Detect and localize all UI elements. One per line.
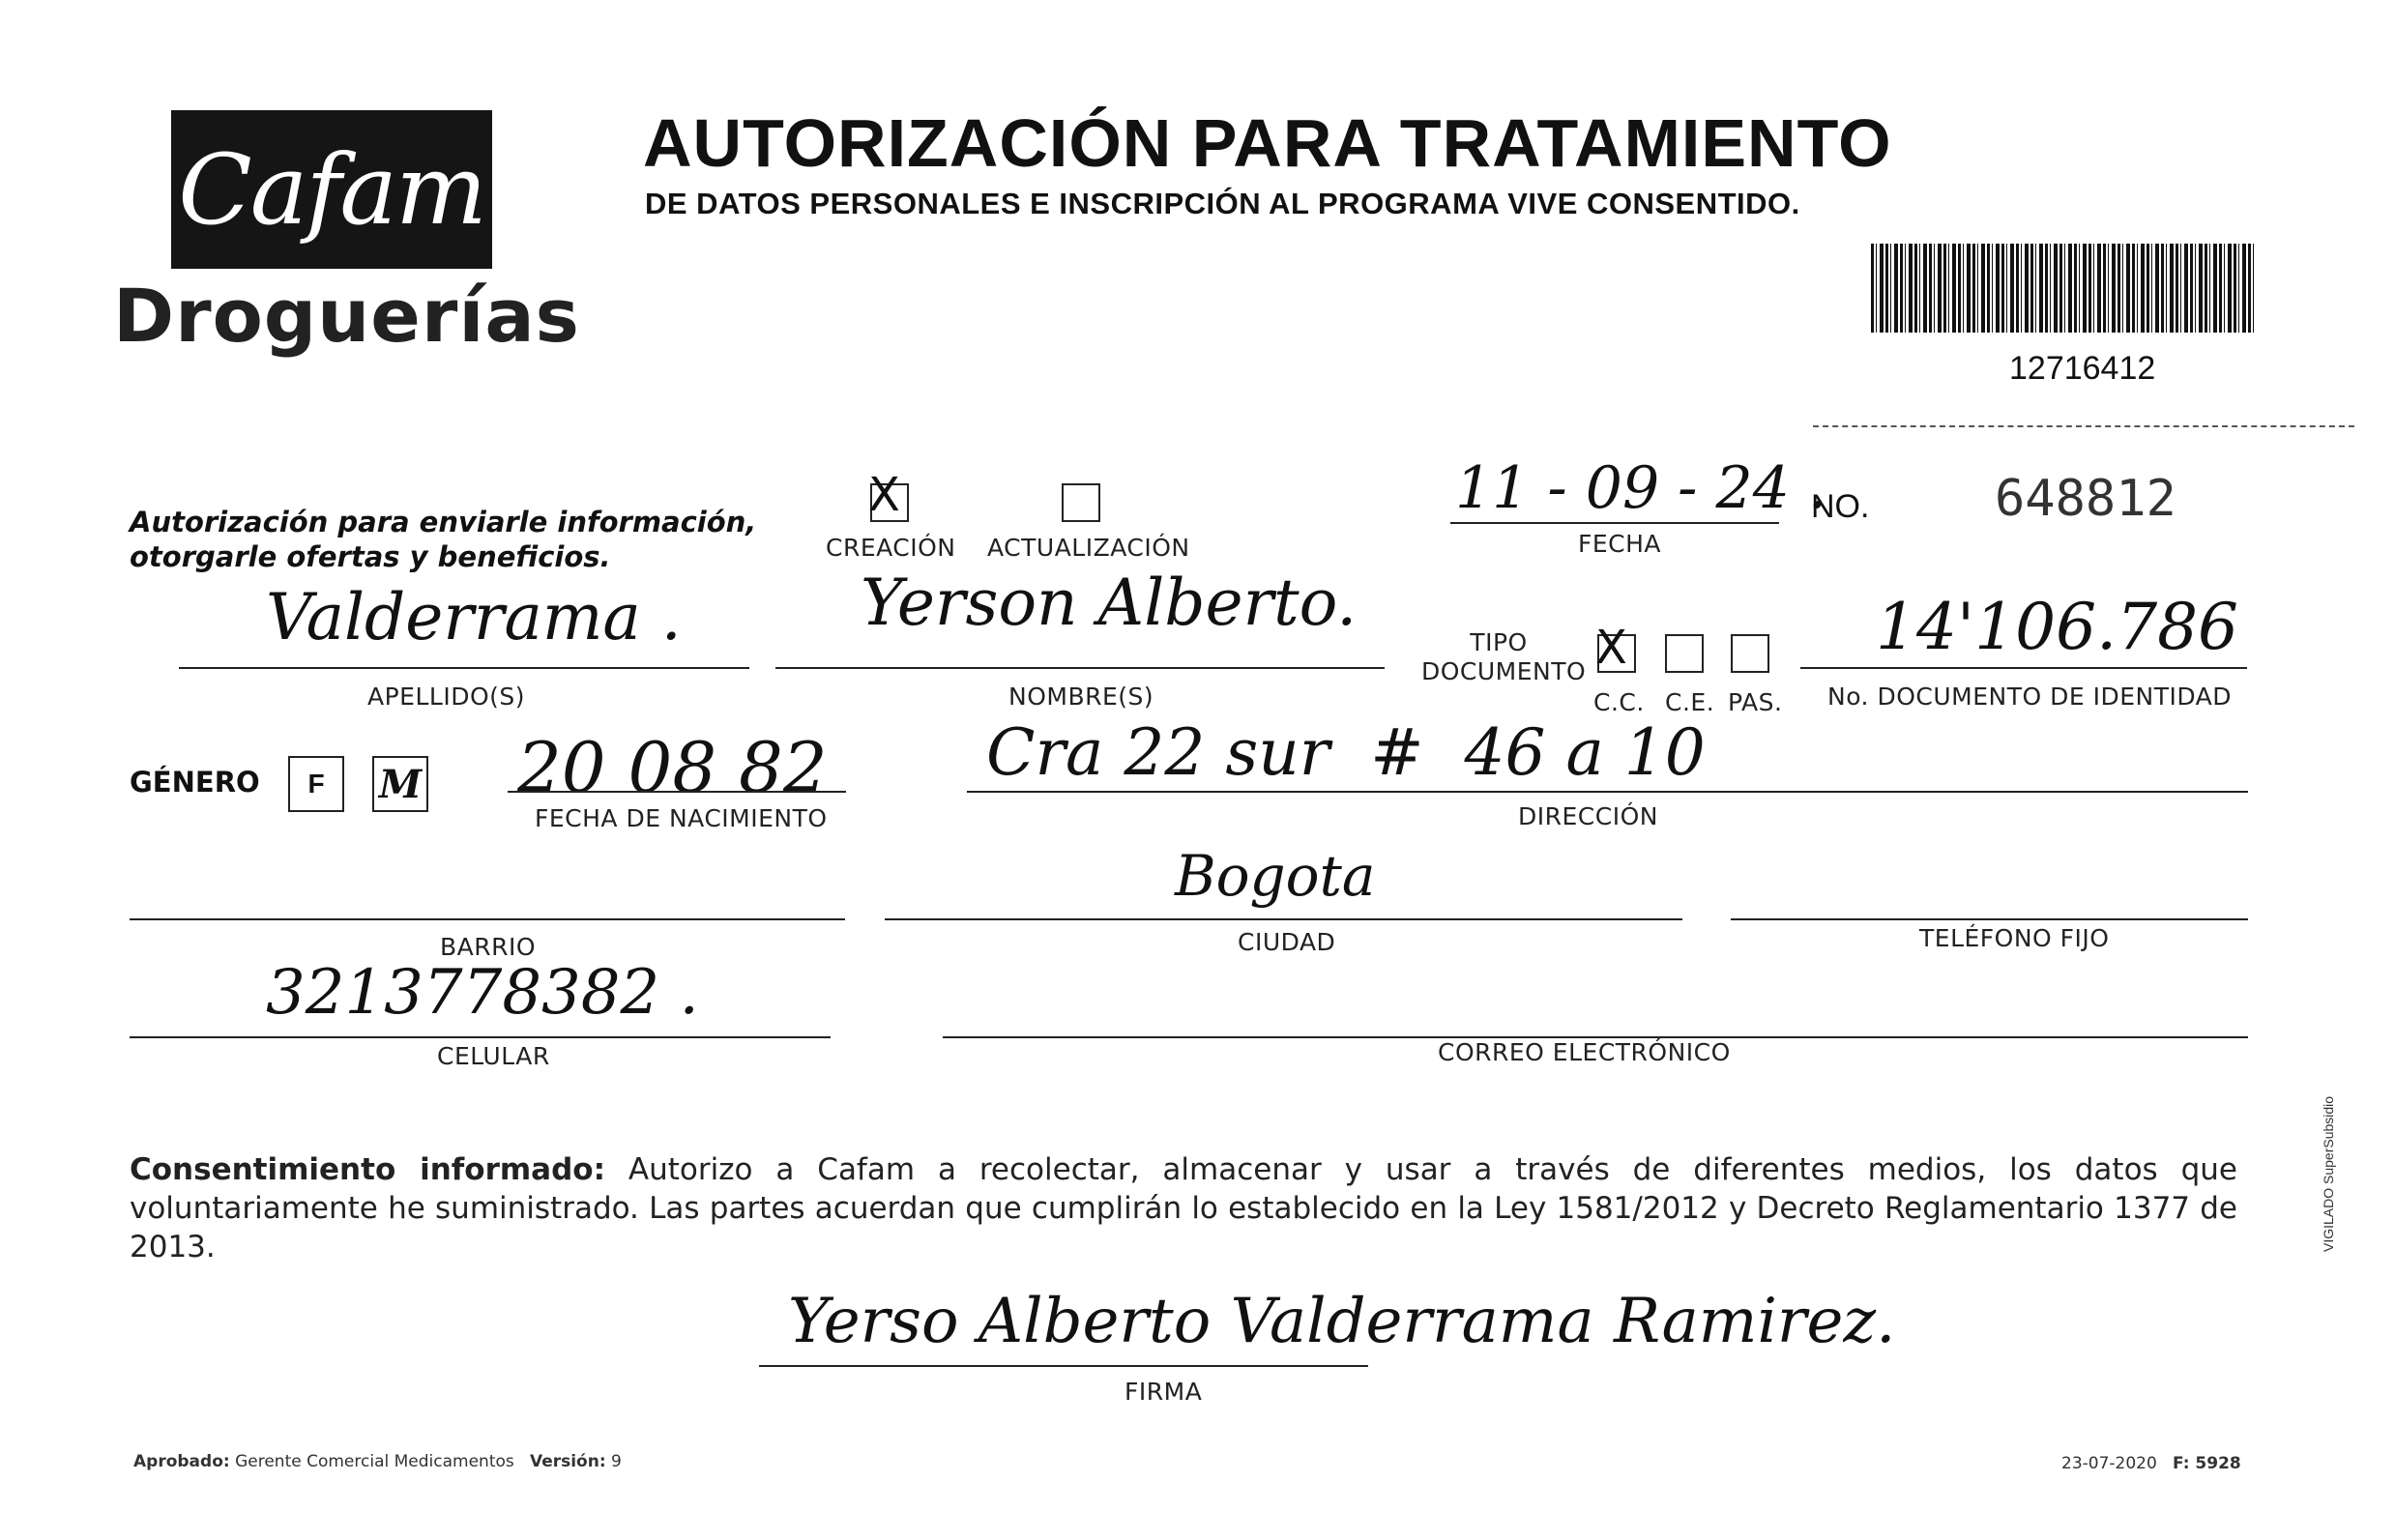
celular-label: CELULAR <box>437 1042 550 1070</box>
cc-checkbox[interactable] <box>1595 621 1636 675</box>
fecha-line <box>1450 522 1779 524</box>
barcode-number: 12716412 <box>2009 350 2156 387</box>
version-label: Versión: <box>529 1452 606 1471</box>
ce-checkbox[interactable] <box>1665 634 1704 673</box>
nacimiento-value: 20 08 82 <box>517 727 828 808</box>
ce-label: C.E. <box>1665 688 1715 716</box>
cc-label: C.C. <box>1593 688 1645 716</box>
telefono-line <box>1731 918 2248 920</box>
fecha-label: FECHA <box>1578 530 1662 558</box>
document-title: AUTORIZACIÓN PARA TRATAMIENTO <box>643 105 1892 181</box>
nombres-value: Yerson Alberto. <box>861 566 1358 640</box>
documento-line <box>1800 667 2247 669</box>
apellidos-label: APELLIDO(S) <box>367 683 526 711</box>
creacion-label: CREACIÓN <box>826 534 956 562</box>
document-subtitle: DE DATOS PERSONALES E INSCRIPCIÓN AL PROGRAMA VIVE CONSENTIDO. <box>645 187 1800 220</box>
ciudad-value: Bogota <box>1175 843 1376 909</box>
brand-name: Droguerías <box>113 273 580 359</box>
celular-value: 3213778382 . <box>266 957 699 1029</box>
actualizacion-label: ACTUALIZACIÓN <box>987 534 1190 562</box>
nacimiento-line <box>508 791 846 793</box>
footer-left <box>133 1452 622 1471</box>
apellidos-value: Valderrama . <box>266 580 682 654</box>
documento-label: No. DOCUMENTO DE IDENTIDAD <box>1827 683 2233 711</box>
fecha-value: 11 - 09 - 24 . <box>1455 454 1827 522</box>
tipo-documento-label: TIPO DOCUMENTO <box>1421 628 1587 685</box>
genero-f-text: F <box>307 769 325 799</box>
footer-date: 23-07-2020 <box>2061 1454 2157 1473</box>
logo-text: Cafam <box>178 132 485 247</box>
correo-label: CORREO ELECTRÓNICO <box>1438 1038 1731 1066</box>
pas-label: PAS. <box>1728 688 1783 716</box>
signature-line <box>759 1365 1368 1367</box>
signature-value: Yerso Alberto Valderrama Ramirez. <box>788 1286 1896 1357</box>
direccion-value: Cra 22 sur # 46 a 10 <box>986 715 1706 790</box>
aprobado-value: Gerente Comercial Medicamentos <box>235 1452 514 1471</box>
barrio-label: BARRIO <box>440 933 537 961</box>
genero-f-box[interactable] <box>288 756 344 812</box>
nombres-line <box>775 667 1385 669</box>
genero-label: GÉNERO <box>130 766 260 799</box>
telefono-label: TELÉFONO FIJO <box>1919 924 2110 952</box>
form-code: F: 5928 <box>2173 1454 2241 1473</box>
no-label: NO. <box>1811 488 1870 525</box>
nacimiento-label: FECHA DE NACIMIENTO <box>535 804 828 832</box>
barcode <box>1871 244 2255 333</box>
celular-line <box>130 1036 831 1038</box>
actualizacion-checkbox[interactable] <box>1062 483 1100 522</box>
consent-text: Autorizo a Cafam a recolectar, almacenar y usar a través de diferentes medios, los datos que voluntariamente he suministrado. Las partes acuerdan que cumplirán lo establecido en la Ley 1581/2012 y Decreto Reglamentario 1377 de 2013. <box>130 1152 2237 1264</box>
footer-right <box>2061 1454 2241 1473</box>
signature-label: FIRMA <box>1124 1378 1203 1406</box>
consent-heading: Consentimiento informado: <box>130 1152 605 1187</box>
creacion-checkbox[interactable] <box>868 468 909 522</box>
genero-m-mark: M <box>378 761 423 807</box>
vigilado-note: VIGILADO SuperSubsidio <box>2321 1095 2336 1252</box>
aprobado-label: Aprobado: <box>133 1452 230 1471</box>
barrio-line <box>130 918 845 920</box>
consent-paragraph <box>130 1150 2237 1266</box>
cut-line <box>1813 425 2354 427</box>
creacion-mark: X <box>868 468 900 522</box>
genero-m-box[interactable] <box>372 756 428 812</box>
cc-mark: X <box>1595 621 1627 675</box>
cafam-logo <box>171 110 492 269</box>
pas-checkbox[interactable] <box>1731 634 1769 673</box>
no-value: 648812 <box>1995 470 2176 528</box>
ciudad-label: CIUDAD <box>1238 928 1336 956</box>
ciudad-line <box>885 918 1682 920</box>
intro-text: Autorización para enviarle información, otorgarle ofertas y beneficios. <box>130 506 757 573</box>
apellidos-line <box>179 667 749 669</box>
nombres-label: NOMBRE(S) <box>1008 683 1154 711</box>
direccion-line <box>967 791 2248 793</box>
documento-value: 14'106.786 <box>1876 590 2239 664</box>
direccion-label: DIRECCIÓN <box>1518 802 1658 830</box>
version-value: 9 <box>611 1452 622 1471</box>
